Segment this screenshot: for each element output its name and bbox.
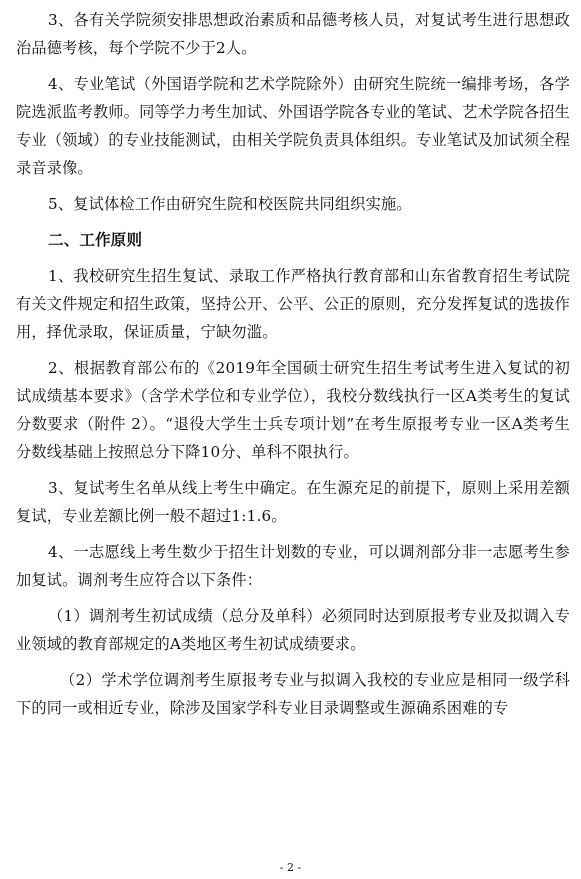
principle-item-2: 2、根据教育部公布的《2019年全国硕士研究生招生考试考生进入复试的初试成绩基本要求》（含学术学位和专业学位），我校分数线执行一区A类考生的复试分数要求（附件 2）。“退役大学生士兵专项计划”在考生原报考专业一区A类考生分数线基础上按照总分下降10分、单科不限执行。 [16,359,570,461]
condition-item-1: （1）调剂考生初试成绩（总分及单科）必须同时达到原报考专业及拟调入专业领域的教育部规定的A类地区考生初试成绩要求。 [16,607,570,653]
condition-item-2: （2）学术学位调剂考生原报考专业与拟调入我校的专业应是相同一级学科下的同一或相近专业，除涉及国家学科专业目录调整或生源确系困难的专 [16,671,570,717]
document-body [16,6,570,722]
paragraph-item-4: 4、专业笔试（外国语学院和艺术学院除外）由研究生院统一编排考场，各学院选派监考教师。同等学力考生加试、外国语学院各专业的笔试、艺术学院各招生专业（领域）的专业技能测试，由相关学院负责具体组织。专业笔试及加试须全程录音录像。 [16,75,570,177]
principle-item-1: 1、我校研究生招生复试、录取工作严格执行教育部和山东省教育招生考试院有关文件规定和招生政策，坚持公开、公平、公正的原则，充分发挥复试的选拔作用，择优录取，保证质量，宁缺勿滥。 [16,267,570,341]
page-number: - 2 - [279,861,302,874]
principle-item-3: 3、复试考生名单从线上考生中确定。在生源充足的前提下，原则上采用差额复试，专业差额比例一般不超过1:1.6。 [16,479,570,525]
principle-item-4: 4、一志愿线上考生数少于招生计划数的专业，可以调剂部分非一志愿考生参加复试。调剂考生应符合以下条件： [16,543,570,589]
section-heading: 二、工作原则 [48,231,143,249]
paragraph-item-3: 3、各有关学院须安排思想政治素质和品德考核人员，对复试考生进行思想政治品德考核，每个学院不少于2人。 [16,11,570,57]
paragraph-item-5: 5、复试体检工作由研究生院和校医院共同组织实施。 [48,195,412,213]
